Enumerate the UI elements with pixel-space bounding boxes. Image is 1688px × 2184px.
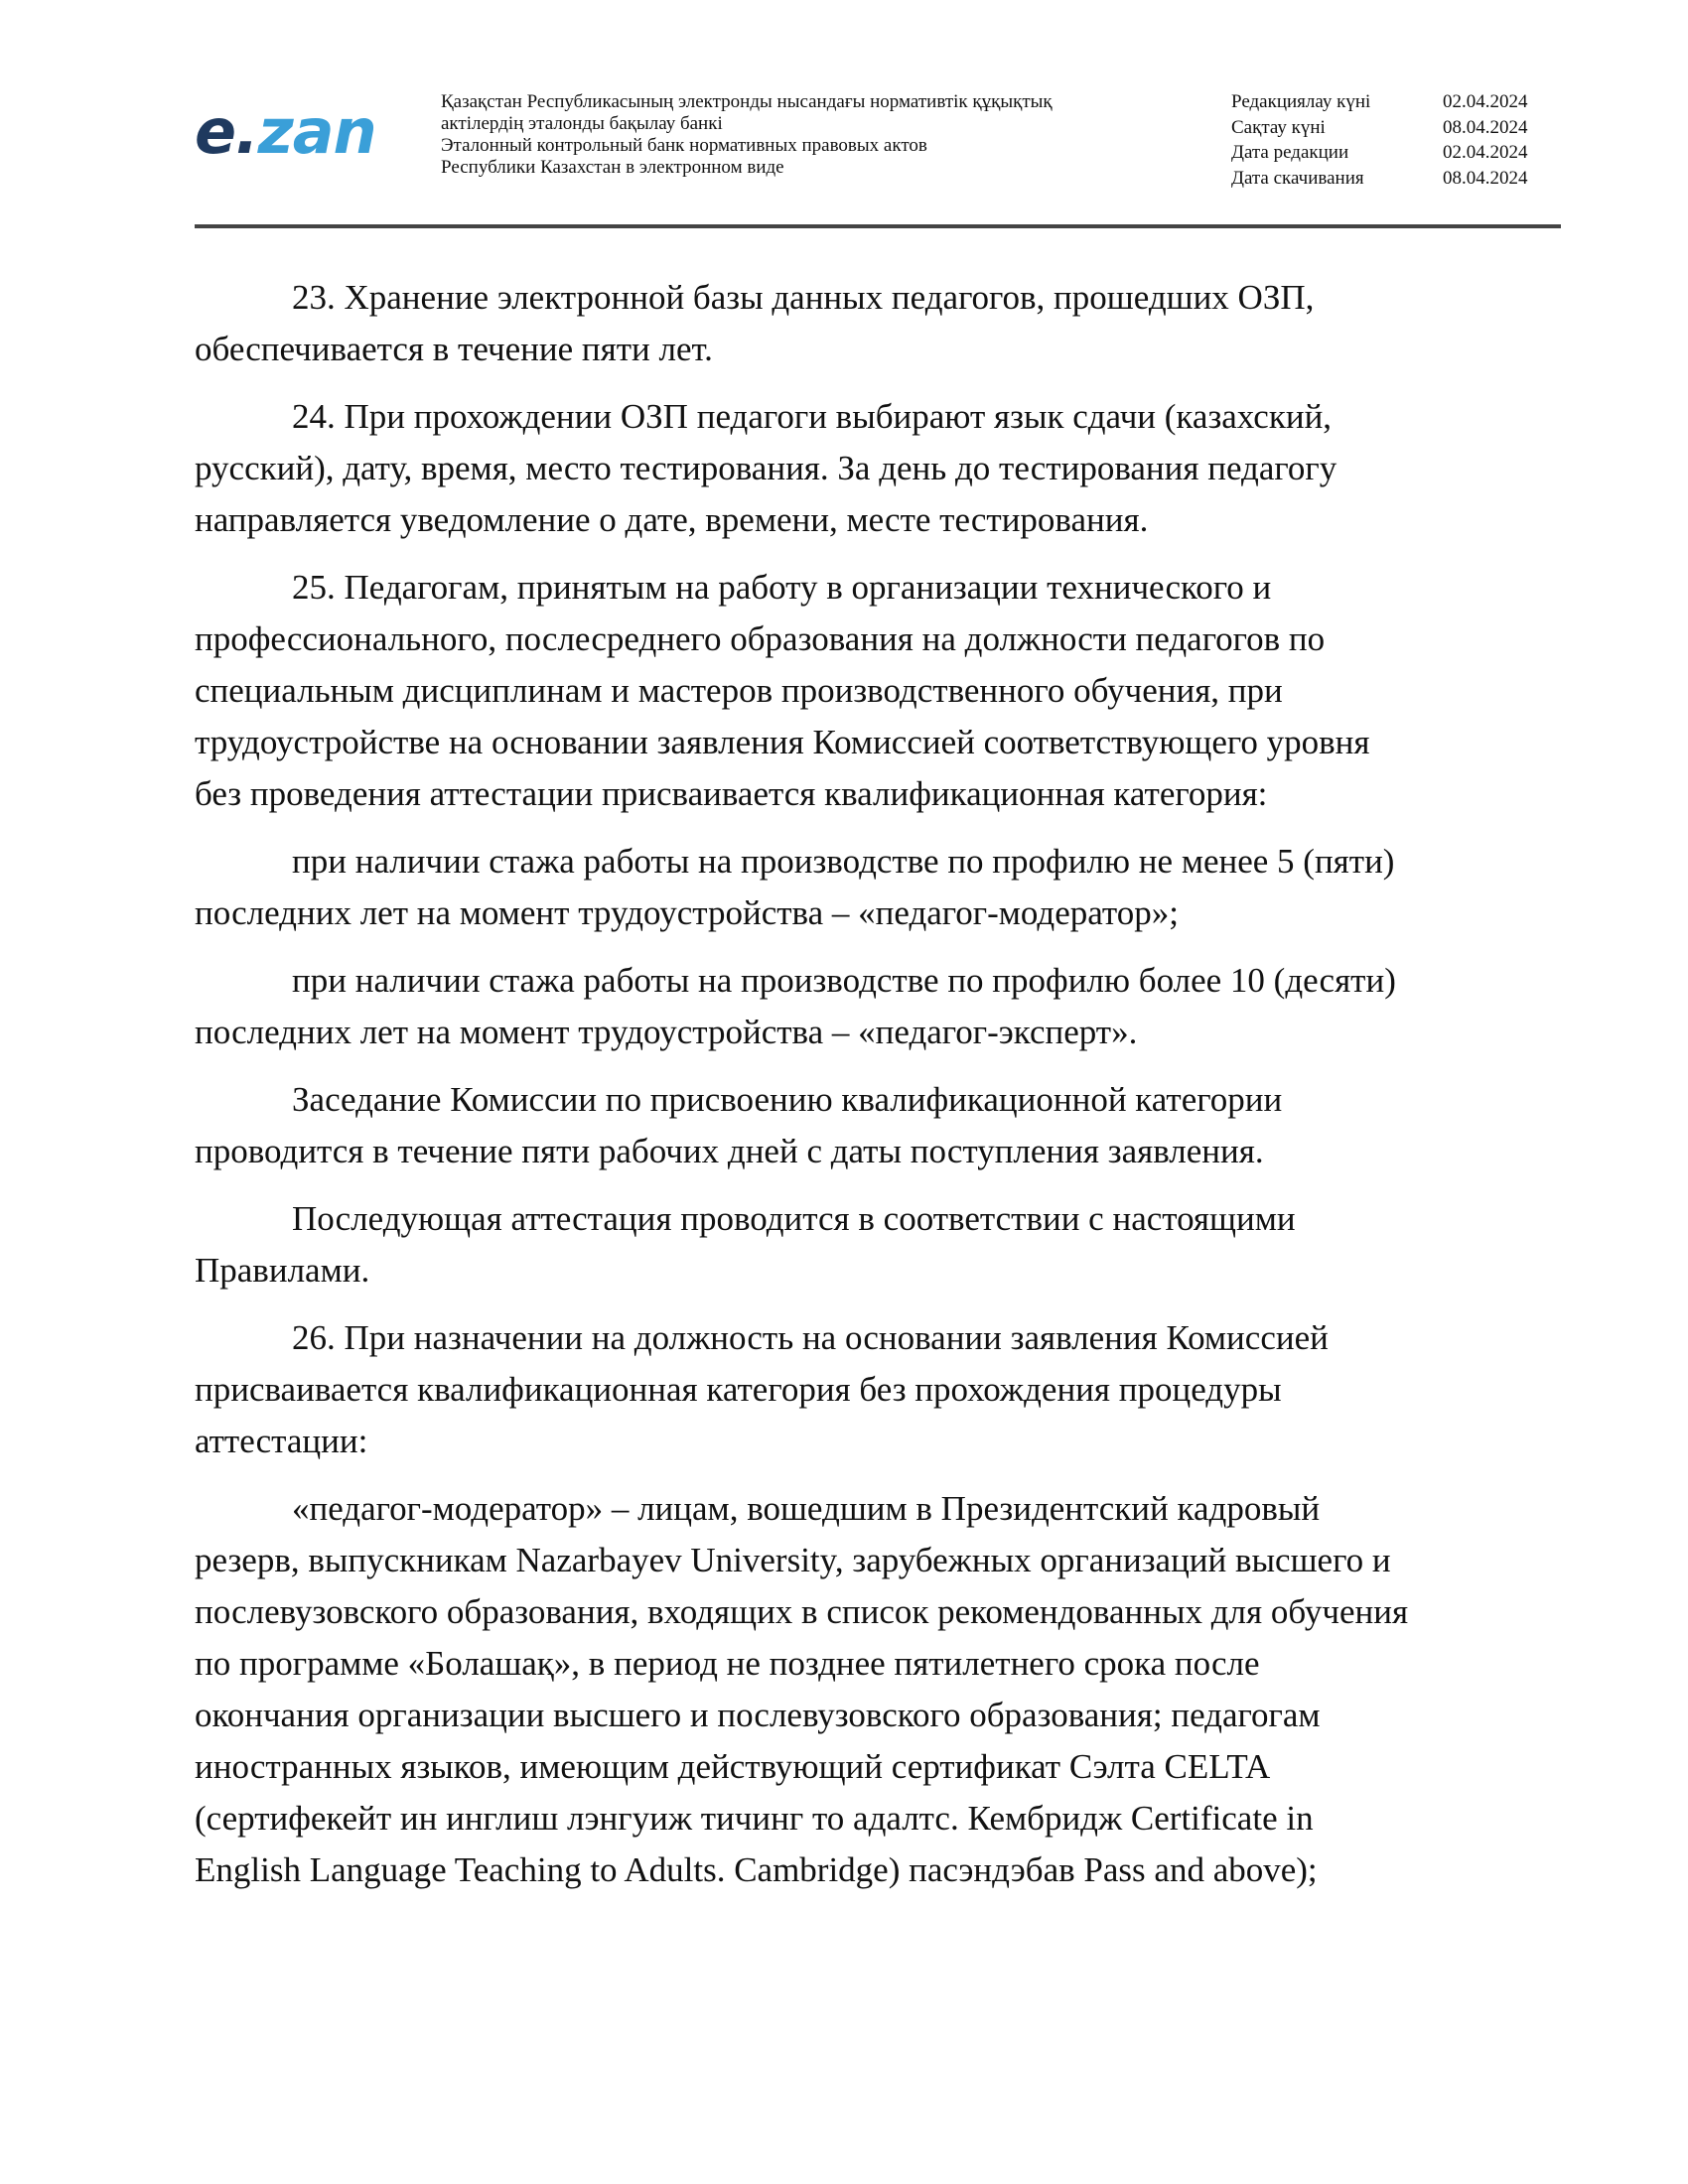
- paragraph-line: (сертифекейт ин инглиш лэнгуиж тичинг то адалтс. Кембридж Certificate in: [195, 1799, 1314, 1838]
- paragraph-line: направляется уведомление о дате, времени, месте тестирования.: [195, 500, 1149, 539]
- meta-value: 08.04.2024: [1443, 116, 1528, 138]
- meta-row: [1231, 166, 1569, 192]
- paragraph-line: обеспечивается в течение пяти лет.: [195, 330, 713, 368]
- paragraph-line: без проведения аттестации присваивается квалификационная категория:: [195, 774, 1268, 813]
- paragraph-line: аттестации:: [195, 1422, 368, 1460]
- paragraph: [195, 1193, 1545, 1297]
- paragraph-line: при наличии стажа работы на производстве по профилю не менее 5 (пяти): [292, 842, 1395, 881]
- meta-row: [1231, 140, 1569, 166]
- meta-value: 08.04.2024: [1443, 167, 1528, 189]
- document-body: [195, 272, 1545, 1912]
- meta-row: [1231, 115, 1569, 141]
- header-divider: [195, 224, 1561, 228]
- header-description-line: Қазақстан Республикасының электронды нысандағы нормативтік құқықтық: [441, 91, 1053, 112]
- paragraph-line: 23. Хранение электронной базы данных педагогов, прошедших ОЗП,: [292, 278, 1315, 317]
- logo-e: e.: [195, 95, 258, 168]
- paragraph: [195, 836, 1545, 939]
- meta-value: 02.04.2024: [1443, 142, 1528, 163]
- document-header: [195, 87, 1559, 222]
- paragraph: [195, 1074, 1545, 1177]
- paragraph: [195, 1483, 1545, 1896]
- paragraph-line: резерв, выпускникам Nazarbayev University, зарубежных организаций высшего и: [195, 1541, 1391, 1579]
- paragraph-line: трудоустройстве на основании заявления Комиссией соответствующего уровня: [195, 723, 1370, 761]
- meta-label: Сақтау күні: [1231, 116, 1326, 138]
- paragraph-line: «педагог-модератор» – лицам, вошедшим в Президентский кадровый: [292, 1489, 1321, 1528]
- paragraph-line: послевузовского образования, входящих в список рекомендованных для обучения: [195, 1592, 1409, 1631]
- meta-value: 02.04.2024: [1443, 91, 1528, 112]
- paragraph-line: English Language Teaching to Adults. Cambridge) пасэндэбав Pass and above);: [195, 1850, 1318, 1889]
- paragraph-line: последних лет на момент трудоустройства – «педагог-модератор»;: [195, 893, 1179, 932]
- meta-label: Дата редакции: [1231, 142, 1349, 163]
- paragraph-line: проводится в течение пяти рабочих дней с даты поступления заявления.: [195, 1132, 1264, 1170]
- header-description-line: Эталонный контрольный банк нормативных правовых актов: [441, 135, 927, 156]
- paragraph-line: присваивается квалификационная категория без прохождения процедуры: [195, 1370, 1282, 1409]
- paragraph-line: 26. При назначении на должность на основании заявления Комиссией: [292, 1318, 1329, 1357]
- header-description-line: актілердің эталонды бақылау банкі: [441, 113, 723, 134]
- paragraph-line: по программе «Болашақ», в период не позднее пятилетнего срока после: [195, 1644, 1260, 1683]
- paragraph: [195, 562, 1545, 820]
- paragraph-line: профессионального, послесреднего образования на должности педагогов по: [195, 619, 1326, 658]
- header-meta: [1231, 89, 1569, 191]
- paragraph-line: Заседание Комиссии по присвоению квалификационной категории: [292, 1080, 1283, 1119]
- header-description: [441, 91, 1156, 179]
- paragraph: [195, 1312, 1545, 1467]
- meta-label: Дата скачивания: [1231, 167, 1364, 189]
- paragraph: [195, 955, 1545, 1058]
- paragraph-line: 24. При прохождении ОЗП педагоги выбирают язык сдачи (казахский,: [292, 397, 1333, 436]
- paragraph-line: иностранных языков, имеющим действующий сертификат Сэлта CELTA: [195, 1747, 1271, 1786]
- ezan-logo: [195, 95, 376, 168]
- meta-label: Редакциялау күні: [1231, 91, 1371, 112]
- paragraph-line: окончания организации высшего и послевузовского образования; педагогам: [195, 1696, 1321, 1734]
- paragraph: [195, 272, 1545, 375]
- paragraph: [195, 391, 1545, 546]
- paragraph-line: последних лет на момент трудоустройства – «педагог-эксперт».: [195, 1013, 1138, 1051]
- paragraph-line: Правилами.: [195, 1251, 370, 1290]
- logo-zan: zan: [257, 95, 376, 168]
- paragraph-line: 25. Педагогам, принятым на работу в организации технического и: [292, 568, 1272, 607]
- paragraph-line: специальным дисциплинам и мастеров производственного обучения, при: [195, 671, 1283, 710]
- paragraph-line: русский), дату, время, место тестирования. За день до тестирования педагогу: [195, 449, 1337, 487]
- header-description-line: Республики Казахстан в электронном виде: [441, 157, 784, 178]
- paragraph-line: при наличии стажа работы на производстве по профилю более 10 (десяти): [292, 961, 1396, 1000]
- paragraph-line: Последующая аттестация проводится в соответствии с настоящими: [292, 1199, 1296, 1238]
- meta-row: [1231, 89, 1569, 115]
